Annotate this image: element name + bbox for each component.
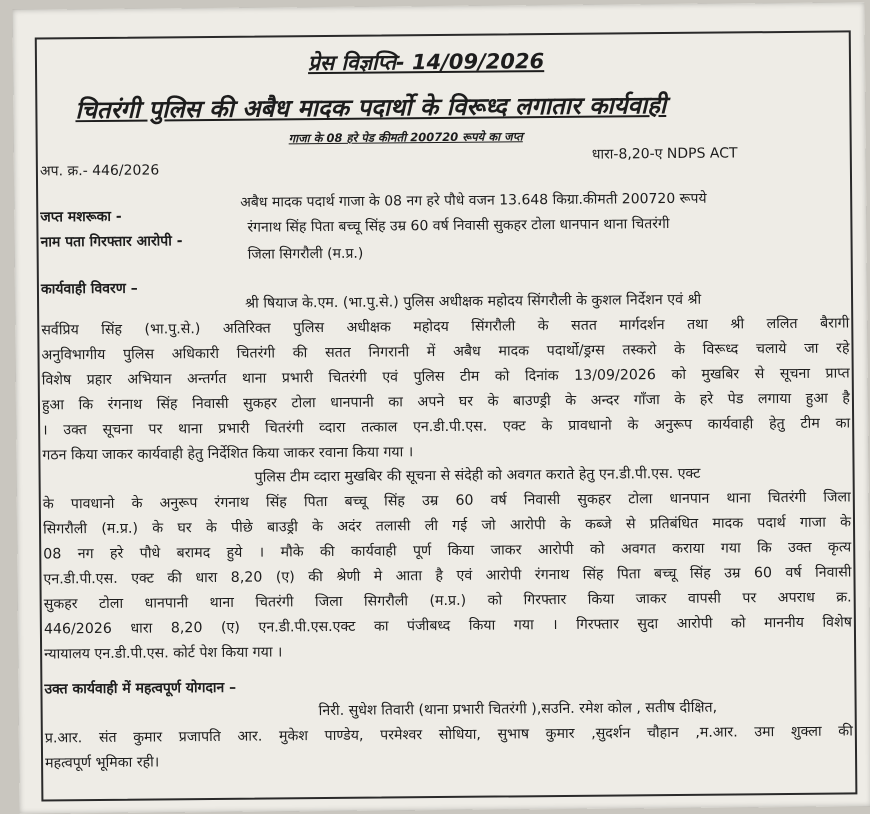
- action-heading: कार्यवाही विवरण –: [40, 280, 138, 298]
- para2-line: पुलिस टीम व्दारा मुखबिर की सूचना से संदेही को अवगत कराते हेतु एन.डी.पी.एस. एक्ट: [254, 465, 701, 486]
- contribution-line: प्र.आर. संत कुमार प्रजापति आर. मुकेश पाण्डेय, परमेश्वर सोधिया, सुभाष कुमार ,सुदर्शन चौहान ,म.आर. उमा शुक्ला की: [44, 723, 853, 747]
- para1-line: गठन किया जाकर कार्यवाही हेतु निर्देशित किया जाकर रवाना किया गया ।: [42, 444, 414, 464]
- para1-line: सर्वप्रिय सिंह (भा.पु.से.) अतिरिक्त पुलिस अधीक्षक महोदय सिंगरौली के सतत मार्गदर्शन तथा श्री ललित बैरागी: [41, 315, 850, 339]
- page-subtitle: गाजा के 08 हरे पेड कीमती 200720 रूपये का जप्त: [288, 129, 523, 146]
- para2-line: सुकहर टोला धानपानी थाना चितरंगी जिला सिगरौली (म.प्र.) को गिरफ्तार किया जाकर वापसी पर अपराध क्र.: [43, 589, 852, 613]
- accused-label: नाम पता गिरफ्तार आरोपी -: [40, 233, 183, 251]
- para2-line: न्यायालय एन.डी.पी.एस. कोर्ट पेश किया गया ।: [44, 644, 283, 663]
- para2-line: 446/2026 धारा 8,20 (ए) एन.डी.पी.एस.एक्ट का पंजीबध्द किया गया । गिरफ्तार सुदा आरोपी को माननीय विशेष: [43, 614, 852, 638]
- para1-line: । उक्त सूचना पर थाना प्रभारी चितरंगी व्दारा तत्काल एन.डी.पी.एस. एक्ट के प्रावधानो के अनुरूप कार्यवाही हेतु टीम का: [42, 415, 851, 439]
- case-section: धारा-8,20-ए NDPS ACT: [591, 145, 738, 163]
- para2-line: एन.डी.पी.एस. एक्ट की धारा 8,20 (ए) की श्रेणी मे आता है एवं आरोपी रंगनाथ सिंह पिता बच्चू सिंह उम्र 60 वर्ष निवासी: [43, 564, 852, 588]
- para2-line: सिगरौली (म.प्र.) के घर के पीछे बाउड्री के अदंर तलासी ली गई जो आरोपी के कब्जे से प्रतिबंधित मादक पदार्थ गाजा के: [42, 514, 852, 538]
- contribution-line: निरी. सुधेश तिवारी (थाना प्रभारी चितरंगी ),सउनि. रमेश कोल , सतीष दीक्षित,: [318, 699, 718, 720]
- para1-line: विशेष प्रहार अभियान अन्तर्गत थाना प्रभारी चितरंगी एवं पुलिस टीम को दिनांक 13/09/2026 को मुखबिर से सूचना प्राप्त: [41, 365, 850, 389]
- press-release-date: प्रेस विज्ञप्ति- 14/09/2026: [307, 49, 545, 76]
- accused-line-2: जिला सिगरौली (म.प्र.): [247, 245, 364, 263]
- accused-line-1: रंगनाथ सिंह पिता बच्चू सिंह उम्र 60 वर्ष निवासी सुकहर टोला धानपान थाना चितरंगी: [247, 216, 670, 236]
- contribution-heading: उक्त कार्यवाही में महत्वपूर्ण योगदान –: [44, 679, 237, 698]
- para1-line: हुआ कि रंगनाथ सिंह निवासी सुकहर टोला धानपानी का अपने घर के बाउण्ड्री के अन्दर गाँजा के हरे पेड लगाया हुआ है: [41, 390, 851, 414]
- seized-value: अबैध मादक पदार्थ गाजा के 08 नग हरे पौधे वजन 13.648 किग्रा.कीमती 200720 रूपये: [240, 190, 707, 211]
- para1-line: अनुविभागीय पुलिस अधिकारी चितरंगी की सतत निगरानी में अबैध मादक पदार्थो/ड्रग्स तस्करो के विरूध्द चलाये जा रहे: [41, 340, 850, 364]
- para2-line: 08 नग हरे पौधे बरामद हुये । मौके की कार्यवाही पूर्ण किया जाकर आरोपी को अवगत कराया गया कि उक्त कृत्य: [43, 539, 852, 563]
- case-number: अप. क्र.- 446/2026: [39, 162, 160, 180]
- press-release-sheet: [13, 2, 870, 813]
- para2-line: के पावधानो के अनुरूप रंगनाथ सिंह पिता बच्चू सिंह उम्र 60 वर्ष निवासी सुकहर टोला धानपान थाना चितरंगी जिला: [42, 489, 851, 513]
- para1-line: श्री षियाज के.एम. (भा.पु.से.) पुलिस अधीक्षक महोदय सिंगरौली के कुशल निर्देशन एवं श्री: [245, 291, 702, 312]
- contribution-line: महत्वपूर्ण भूमिका रही।: [45, 754, 160, 772]
- seized-label: जप्त मशरूका -: [40, 208, 122, 226]
- page-title: चितरंगी पुलिस की अबैध मादक पदार्थो के विरूध्द लगातार कार्यवाही: [75, 91, 667, 125]
